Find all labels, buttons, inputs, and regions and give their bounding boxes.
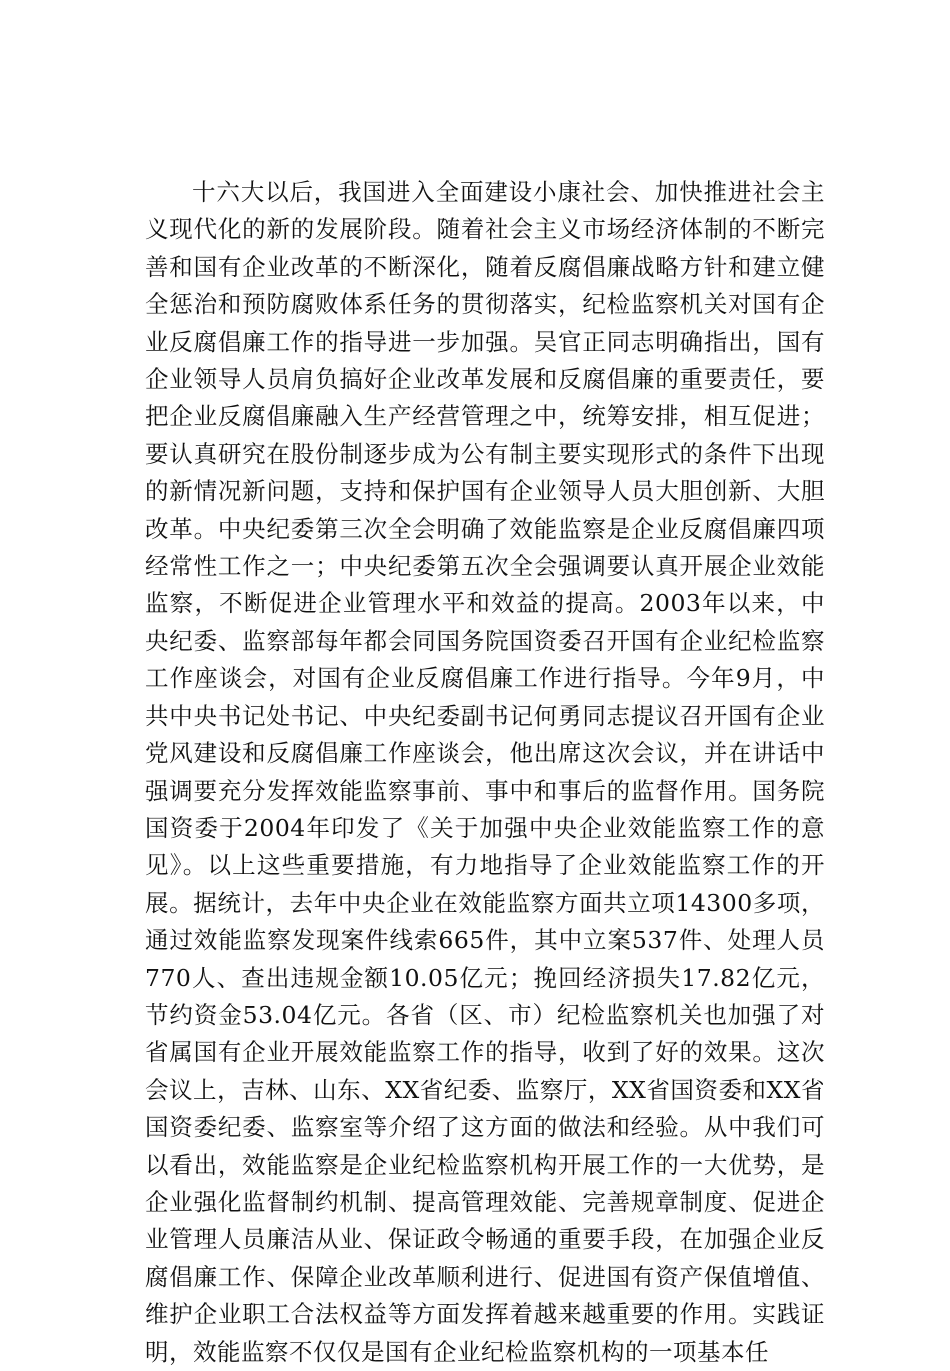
body-paragraph: 十六大以后，我国进入全面建设小康社会、加快推进社会主义现代化的新的发展阶段。随着社会主义市场经济体制的不断完善和国有企业改革的不断深化，随着反腐倡廉战略方针和建立健全惩治和预防腐败体系任务的贯彻落实，纪检监察机关对国有企业反腐倡廉工作的指导进一步加强。吴官正同志明确指出，国有企业领导人员肩负搞好企业改革发展和反腐倡廉的重要责任，要把企业反腐倡廉融入生产经营管理之中，统筹安排，相互促进；要认真研究在股份制逐步成为公有制主要实现形式的条件下出现的新情况新问题，支持和保护国有企业领导人员大胆创新、大胆改革。中央纪委第三次全会明确了效能监察是企业反腐倡廉四项经常性工作之一；中央纪委第五次全会强调要认真开展企业效能监察，不断促进企业管理水平和效益的提高。2003年以来，中央纪委、监察部每年都会同国务院国资委召开国有企业纪检监察工作座谈会，对国有企业反腐倡廉工作进行指导。今年9月，中共中央书记处书记、中央纪委副书记何勇同志提议召开国有企业党风建设和反腐倡廉工作座谈会，他出席这次会议，并在讲话中强调要充分发挥效能监察事前、事中和事后的监督作用。国务院国资委于2004年印发了《关于加强中央企业效能监察工作的意见》。以上这些重要措施，有力地指导了企业效能监察工作的开展。据统计，去年中央企业在效能监察方面共立项14300多项，通过效能监察发现案件线索665件，其中立案537件、处理人员770人、查出违规金额10.05亿元；挽回经济损失17.82亿元，节约资金53.04亿元。各省（区、市）纪检监察机关也加强了对省属国有企业开展效能监察工作的指导，收到了好的效果。这次会议上，吉林、山东、XX省纪委、监察厅，XX省国资委和XX省国资委纪委、监察室等介绍了这方面的做法和经验。从中我们可以看出，效能监察是企业纪检监察机构开展工作的一大优势，是企业强化监督制约机制、提高管理效能、完善规章制度、促进企业管理人员廉洁从业、保证政令畅通的重要手段，在加强企业反腐倡廉工作、保障企业改革顺利进行、促进国有资产保值增值、维护企业职工合法权益等方面发挥着越来越重要的作用。实践证明，效能监察不仅仅是国有企业纪检监察机构的一项基本任: [145, 178, 825, 1366]
